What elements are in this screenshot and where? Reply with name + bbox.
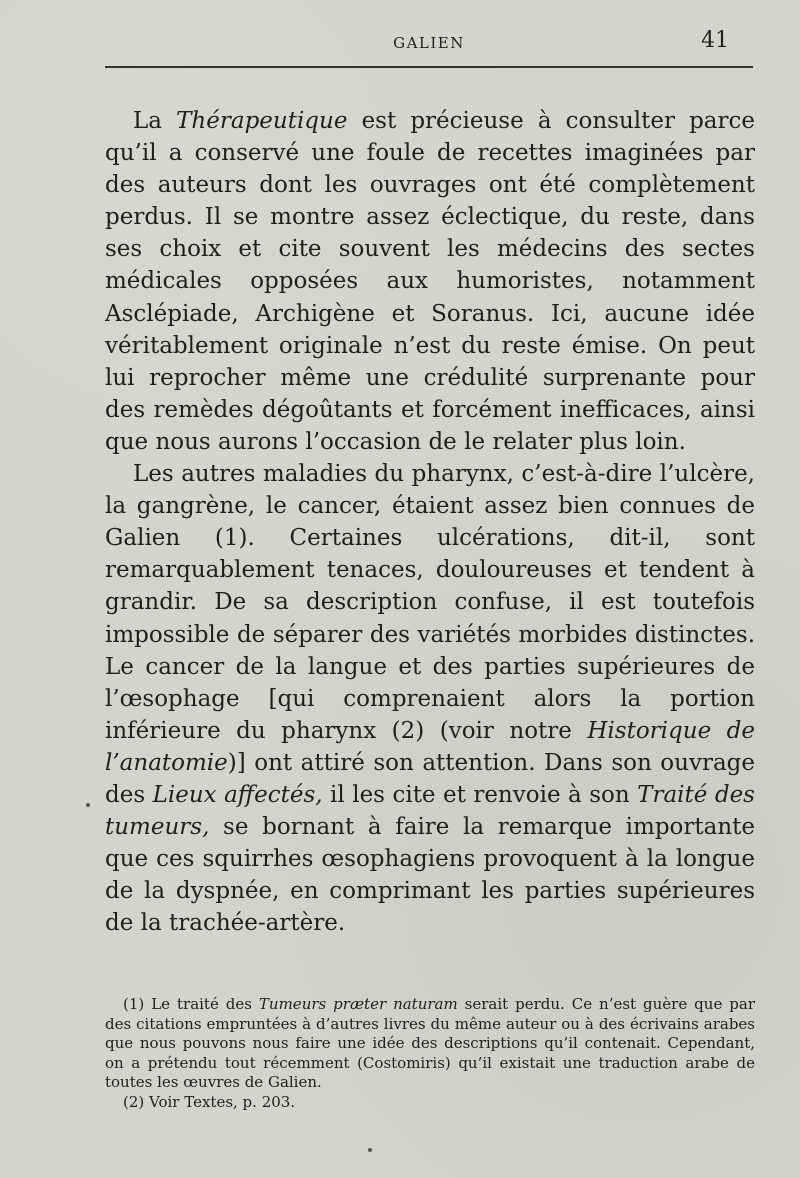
paragraph-2 <box>105 458 755 939</box>
footnotes <box>105 995 755 1113</box>
paragraph-1 <box>105 105 755 458</box>
running-title: GALIEN <box>393 34 465 52</box>
italic-traite-des-tumeurs: Traité des tumeurs, <box>105 781 755 841</box>
paragraph-1-start: La <box>133 108 177 134</box>
ink-speck <box>368 1148 372 1152</box>
paragraph-2-part-e: il les cite et renvoie à son <box>322 781 638 808</box>
footnote-2: (2) Voir Textes, p. 203. <box>123 1092 296 1111</box>
body-text <box>105 105 755 939</box>
italic-lieux-affectes: Lieux affectés, <box>152 781 323 808</box>
header-rule <box>105 66 753 68</box>
page-header <box>105 28 753 70</box>
page-number: 41 <box>701 28 729 53</box>
footnote-1-rest: serait perdu. Ce n’est guère que par des citations empruntées à d’autres livres du même auteur ou à des écrivains arabes que nous pouvons nous faire une idée des descriptions qu’il contenait. Cependant, on a prétendu tout récemment (Costomiris) qu’il existait une traduction arabe de toutes les œuvres de Galien. <box>105 995 755 1092</box>
italic-tumeurs-praeter-naturam: Tumeurs præter naturam <box>258 995 458 1013</box>
paragraph-1-rest: est précieuse à consulter parce qu’il a conservé une foule de recettes imaginées par des auteurs dont les ouvrages ont été complètement perdus. Il se montre assez éclectique, du reste, dans ses choix et cite souvent les médecins des sectes médicales opposées aux humoristes, notamment Asclépiade, Archigène et Soranus. Ici, aucune idée véritablement originale n’est du reste émise. On peut lui reprocher même une crédulité surprenante pour des remèdes dégoûtants et forcément inefficaces, ainsi que nous aurons l’occasion de le relater plus loin. <box>105 108 756 455</box>
ink-speck <box>86 803 90 807</box>
paragraph-2-part-a: Les autres maladies du pharynx, c’est-à-dire l’ulcère, la gangrène, le cancer, étaient assez bien connues de Galien (1). Certaines ulcérations, dit-il, sont remarquablement tenaces, douloureuses et tendent à grandir. De sa description confuse, il est toutefois impossible de séparer des variétés morbides distinctes. Le cancer de la langue et des parties supérieures de l’œsophage [qui comprenaient alors la portion inférieure du pharynx (2) (voir notre <box>105 461 755 744</box>
footnote-1-start: (1) Le traité des <box>123 995 259 1013</box>
paragraph-2-part-g: se bornant à faire la remarque importante que ces squirrhes œsophagiens provoquent à la longue de la dyspnée, en comprimant les parties supérieures de la trachée-artère. <box>105 814 755 937</box>
footnote-1 <box>105 995 755 1093</box>
paragraph-2-part-c: )] ont attiré son attention. Dans son ouvrage des <box>105 749 755 808</box>
italic-therapeutique: Thérapeutique <box>176 108 348 134</box>
italic-historique: Historique de l’anatomie <box>105 717 755 776</box>
